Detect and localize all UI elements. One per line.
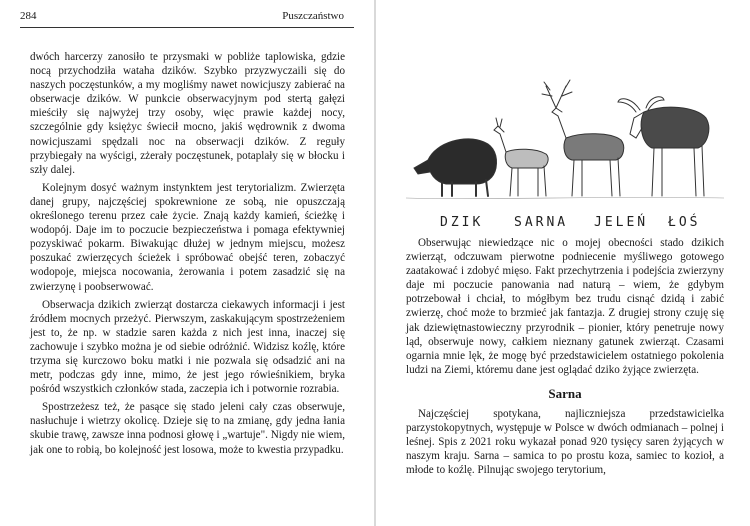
paragraph: dwóch harcerzy zanosiło te przysmaki w pobliże taplowiska, gdzie nocą przychodziła wataha dzików. Szybko przyzwyczaili się do naszych poczęstunków, a my mogliśmy nawet nowicjuszy zabierać na obserwacje dzików. W punkcie obserwacyjnym pod stertą gałęzi mieściły się najwyżej trzy osoby, więc prawie każdej nocy, szczególnie gdy księżyc świecił mocno, jakiś wędrownik z dwoma nowicjuszami spędzali noc na obserwacji dzików. Z reguły przybiegały na wyścigi, zżerały poczęstunek, potaplały się w błocku i szły dalej.	[30, 51, 345, 176]
paragraph: Kolejnym dosyć ważnym instynktem jest terytorializm. Zwierzęta danej grupy, najczęściej spokrewnione ze sobą, nie opuszczają określonego terenu przez całe życie. Znają każdy kamień, ścieżkę i wodopój. Daje im to poczucie bezpieczeństwa i pomaga efektywniej pozyskiwać pokarm. Biwakując dłużej w jednym miejscu, możesz poszukać zwierzęcych ścieżek i spróbować obejść teren, zobaczyć wodopoje, miejsca nocowania, żerowania i potem zasadzić się na zwierzynę i poobserwować.	[30, 181, 345, 293]
red-deer-drawing	[542, 80, 624, 196]
paragraph: Obserwując niewiedzące nic o mojej obecności stado dzikich zwierząt, odczuwam pierwotne podniecenie myśliwego gotowego zaatakować i zdobyć mięso. Fakt przechytrzenia i podejścia zwierzyny daje mi poczucie panowania nad naturą – wiem, że gdybym potrzebował i chciał, to mógłbym bez trudu cisnąć dzidą i zabić zwierzę, choć może to brzmieć jak fantazja. Z drugiej strony czuję się jak dziewiętnastowieczny przyrodnik – pionier, który penetruje nowy ląd, obserwuje nowy, całkiem nieznany gatunek zwierząt. Czasami ogarnia mnie lęk, że mogę być przedstawicielem ostatniego pokolenia ludzi na Ziemi, któremu dane jest oglądać dziko żyjące zwierzęta.	[406, 237, 724, 376]
moose-drawing	[618, 97, 709, 196]
section-heading: Sarna	[548, 385, 582, 401]
roe-deer-drawing	[494, 118, 548, 196]
right-body-text	[406, 236, 724, 478]
animals-illustration	[406, 72, 724, 234]
left-page	[0, 0, 374, 526]
label-sarna: SARNA	[514, 215, 569, 230]
page-number: 284	[20, 10, 37, 22]
boar-drawing	[414, 139, 497, 196]
paragraph: Obserwacja dzikich zwierząt dostarcza ciekawych informacji i jest źródłem mocnych przeżyć. Pierwszym, zaskakującym spostrzeżeniem jest to, że np. w stadzie saren każda z nich jest inna, inaczej się zachowuje i szybko można je od siebie odróżnić. Widzisz koźlę, które trzyma się kurczowo boku matki i nie pozwala się odsadzić ani na metr, podczas gdy inne, mimo, że jest jego rówieśnikiem, bryka pośród wszystkich członków stada, zaczepia ich i potwornie rozrabia.	[30, 298, 345, 396]
paragraph: Spostrzeżesz też, że pasące się stado jeleni cały czas obserwuje, nasłuchuje i wietrzy okolicę. Dzieje się to na zmianę, gdy jedna łania skubie trawę, zawsze inna podnosi głowę i „wartuje". Nigdy nie wiem, jak one to robią, bo kolejność jest losowa, może to kwestia przypadku.	[30, 401, 345, 456]
running-title: Puszczaństwo	[282, 10, 344, 22]
left-body-text	[30, 50, 345, 457]
header-rule	[20, 27, 354, 28]
paragraph: Najczęściej spotykana, najliczniejsza przedstawicielka parzystokopytnych, występuje w Polsce w dwóch odmianach – polnej i leśnej. Spis z 2021 roku wykazał ponad 920 tysięcy saren żyjących w naszym kraju. Sarna – samica to po prostu koza, samiec to kozioł, a młode to koźlę. Pilnując swojego terytorium,	[406, 408, 724, 477]
right-page	[376, 0, 750, 526]
page-header	[20, 10, 354, 22]
label-jelen: JELEŃ	[594, 215, 649, 230]
label-dzik: DZIK	[440, 215, 484, 230]
label-los: ŁOŚ	[668, 215, 701, 230]
